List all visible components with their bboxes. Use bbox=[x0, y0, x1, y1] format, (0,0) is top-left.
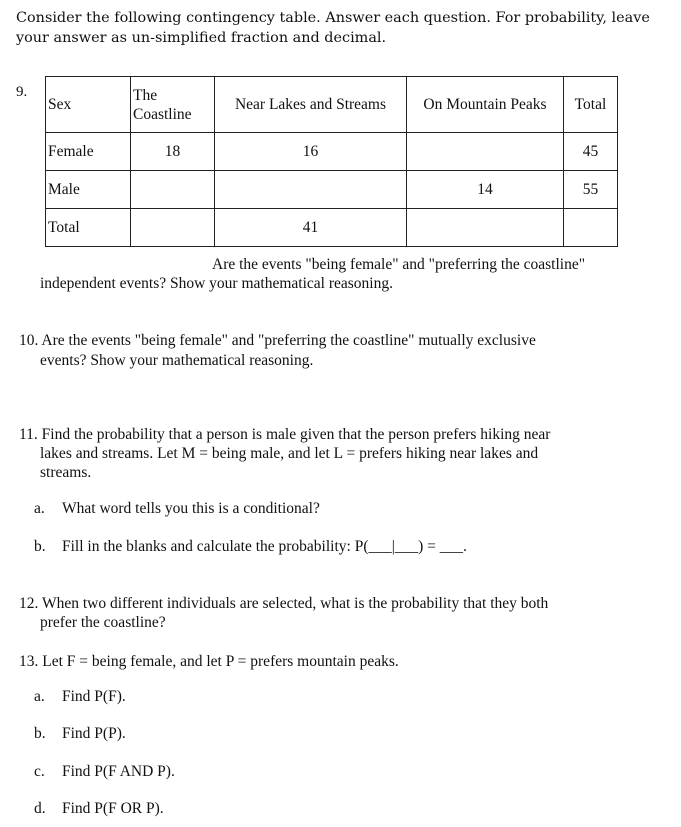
question-11-line-1: 11. Find the probability that a person is male given that the person prefers hiking near bbox=[19, 426, 551, 443]
question-13a bbox=[34, 687, 126, 707]
question-11a-letter: a. bbox=[34, 500, 45, 517]
table-row-female bbox=[46, 133, 618, 171]
question-11b-letter: b. bbox=[34, 538, 46, 555]
header-coastline-line-1: The bbox=[133, 86, 158, 104]
cell-total-coastline bbox=[131, 209, 215, 247]
question-10-line-1: 10. Are the events "being female" and "preferring the coastline" mutually exclusive bbox=[19, 332, 536, 349]
question-9-text-line-1: Are the events "being female" and "preferring the coastline" bbox=[212, 256, 586, 273]
question-13a-letter: a. bbox=[34, 688, 45, 705]
question-13c-text: Find P(F AND P). bbox=[62, 763, 175, 780]
question-13d-text: Find P(F OR P). bbox=[62, 800, 164, 817]
cell-grand-total bbox=[564, 209, 618, 247]
cell-male-lakes bbox=[215, 171, 407, 209]
cell-total-mountain bbox=[407, 209, 564, 247]
cell-male-mountain: 14 bbox=[407, 171, 564, 209]
question-11a-text: What word tells you this is a conditional? bbox=[62, 500, 320, 517]
question-13-intro: 13. Let F = being female, and let P = prefers mountain peaks. bbox=[19, 653, 399, 670]
cell-female-mountain bbox=[407, 133, 564, 171]
question-10-line-2: events? Show your mathematical reasoning. bbox=[40, 352, 314, 369]
table-header-row bbox=[46, 77, 618, 133]
cell-male-coastline bbox=[131, 171, 215, 209]
question-11-line-2: lakes and streams. Let M = being male, and let L = prefers hiking near lakes and bbox=[40, 445, 539, 462]
question-12-line-2: prefer the coastline? bbox=[40, 614, 166, 631]
header-sex: Sex bbox=[46, 77, 131, 133]
question-13d bbox=[34, 799, 164, 819]
header-coastline-line-2: Coastline bbox=[133, 105, 192, 123]
question-13b-letter: b. bbox=[34, 725, 46, 742]
cell-female-total: 45 bbox=[564, 133, 618, 171]
question-12-line-1: 12. When two different individuals are selected, what is the probability that they both bbox=[19, 595, 549, 612]
instructions-line-2: your answer as un-simplified fraction and decimal. bbox=[16, 30, 387, 46]
table-row-male bbox=[46, 171, 618, 209]
question-11b-text: Fill in the blanks and calculate the probability: P(___|___) = ___. bbox=[62, 538, 467, 555]
question-11-line-3: streams. bbox=[40, 464, 92, 481]
row-label-female: Female bbox=[46, 133, 131, 171]
question-9-number: 9. bbox=[16, 84, 28, 100]
question-13a-text: Find P(F). bbox=[62, 688, 126, 705]
question-13b bbox=[34, 724, 126, 744]
table-row-total bbox=[46, 209, 618, 247]
header-mountain-peaks: On Mountain Peaks bbox=[407, 77, 564, 133]
cell-female-lakes: 16 bbox=[215, 133, 407, 171]
question-13c-letter: c. bbox=[34, 763, 45, 780]
question-13d-letter: d. bbox=[34, 800, 46, 817]
header-lakes-streams: Near Lakes and Streams bbox=[215, 77, 407, 133]
cell-male-total: 55 bbox=[564, 171, 618, 209]
instructions-line-1: Consider the following contingency table. Answer each question. For probability, leave bbox=[16, 10, 650, 26]
question-11b bbox=[34, 537, 467, 557]
row-label-male: Male bbox=[46, 171, 131, 209]
cell-total-lakes: 41 bbox=[215, 209, 407, 247]
header-coastline bbox=[131, 77, 215, 133]
header-total: Total bbox=[564, 77, 618, 133]
contingency-table bbox=[45, 76, 618, 247]
row-label-total: Total bbox=[46, 209, 131, 247]
instructions bbox=[16, 8, 656, 48]
cell-female-coastline: 18 bbox=[131, 133, 215, 171]
question-13b-text: Find P(P). bbox=[62, 725, 126, 742]
question-11a bbox=[34, 499, 320, 519]
question-9-text-line-2: independent events? Show your mathematical reasoning. bbox=[40, 275, 393, 292]
question-13c bbox=[34, 762, 175, 782]
